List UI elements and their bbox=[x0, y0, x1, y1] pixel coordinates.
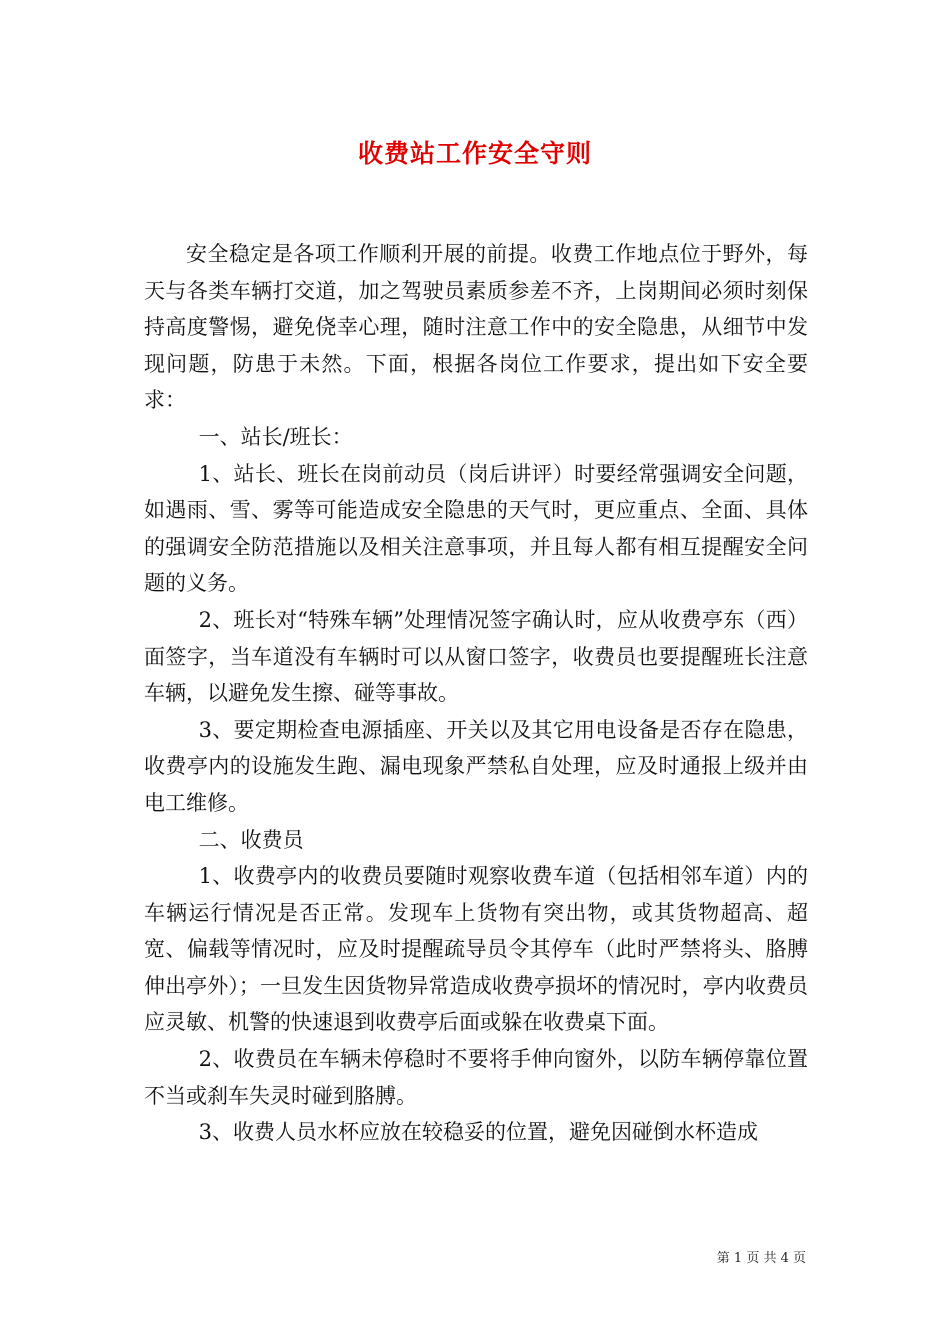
section-heading-station-master: 一、站长/班长： bbox=[198, 424, 353, 449]
document-title: 收费站工作安全守则 bbox=[357, 139, 592, 168]
station-master-item-3: 3、要定期检查电源插座、开关以及其它用电设备是否存在隐患，收费亭内的设施发生跑、漏电现象严禁私自处理，应及时通报上级并由电工维修。 bbox=[144, 717, 808, 815]
document-body bbox=[144, 236, 808, 1151]
toll-collector-item-2: 2、收费员在车辆未停稳时不要将手伸向窗外，以防车辆停靠位置不当或刹车失灵时碰到胳膊。 bbox=[144, 1047, 808, 1108]
page-number-footer: 第 1 页 共 4 页 bbox=[716, 1251, 806, 1266]
toll-collector-item-3: 3、收费人员水杯应放在较稳妥的位置，避免因碰倒水杯造成 bbox=[198, 1120, 758, 1145]
toll-collector-item-1: 1、收费亭内的收费员要随时观察收费车道（包括相邻车道）内的车辆运行情况是否正常。发现车上货物有突出物，或其货物超高、超宽、偏载等情况时，应及时提醒疏导员令其停车（此时严禁将头、胳膊伸出亭外）；一旦发生因货物异常造成收费亭损坏的情况时，亭内收费员应灵敏、机警的快速退到收费亭后面或躲在收费桌下面。 bbox=[144, 864, 808, 1035]
station-master-item-2: 2、班长对“特殊车辆”处理情况签字确认时，应从收费亭东（西）面签字，当车道没有车辆时可以从窗口签字，收费员也要提醒班长注意车辆，以避免发生擦、碰等事故。 bbox=[144, 607, 808, 706]
station-master-item-1: 1、站长、班长在岗前动员（岗后讲评）时要经常强调安全问题，如遇雨、雪、雾等可能造成安全隐患的天气时，更应重点、全面、具体的强调安全防范措施以及相关注意事项，并且每人都有相互提醒安全问题的义务。 bbox=[144, 461, 808, 596]
intro-paragraph: 安全稳定是各项工作顺利开展的前提。收费工作地点位于野外，每天与各类车辆打交道，加之驾驶员素质参差不齐，上岗期间必须时刻保持高度警惕，避免侥幸心理，随时注意工作中的安全隐患，从细节中发现问题，防患于未然。下面，根据各岗位工作要求，提出如下安全要求： bbox=[144, 242, 808, 413]
section-heading-toll-collector: 二、收费员 bbox=[198, 827, 304, 852]
